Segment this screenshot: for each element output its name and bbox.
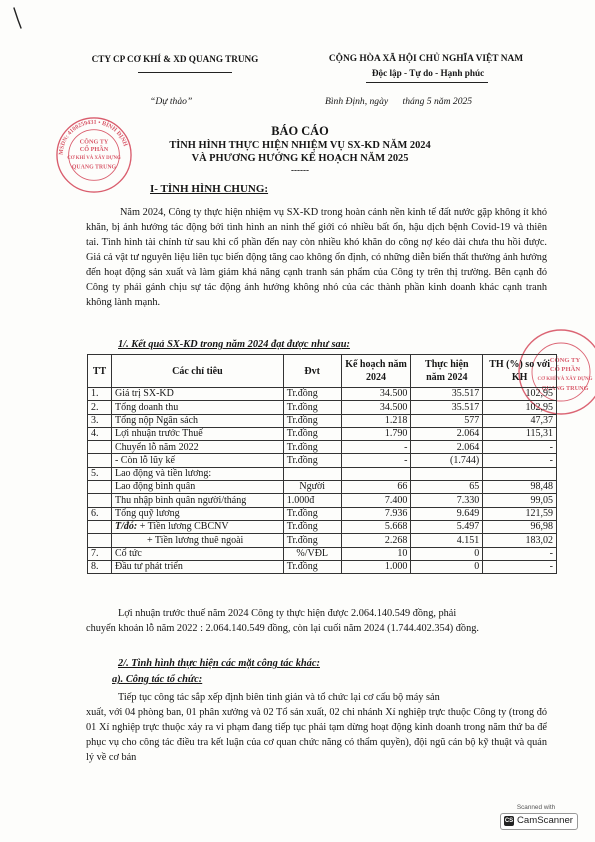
row-unit [283, 467, 341, 480]
row-pct: 98,48 [483, 481, 557, 494]
table-row [88, 494, 557, 507]
table-row [88, 560, 557, 573]
row-tt [88, 454, 112, 467]
svg-text:CÔNG TY: CÔNG TY [79, 138, 109, 146]
row-item: Lao động và tiền lương: [111, 467, 283, 480]
svg-text:CÔNG TY: CÔNG TY [549, 357, 581, 364]
table-row [88, 507, 557, 520]
row-plan: 34.500 [341, 401, 411, 414]
row-actual: 577 [411, 414, 483, 427]
row-unit: Tr.đồng [283, 520, 341, 533]
table-row [88, 414, 557, 427]
table-header-row [88, 355, 557, 388]
pen-stroke-mark [6, 4, 46, 49]
camscanner-name: CamScanner [517, 815, 573, 826]
row-actual: 4.151 [411, 534, 483, 547]
row-plan: - [341, 441, 411, 454]
row-item: - Còn lỗ lũy kế [111, 454, 283, 467]
row-pct: 47,37 [483, 414, 557, 427]
row-plan: 1.218 [341, 414, 411, 427]
subsection-heading-other: 2/. Tình hình thực hiện các mặt công tác khác: [118, 658, 320, 669]
results-table [87, 354, 557, 574]
scanned-with-label: Scanned with [516, 804, 556, 811]
row-item [111, 520, 283, 533]
row-item-prefix: T/đó: [114, 521, 138, 533]
row-item: Lao động bình quân [111, 481, 283, 494]
subsection-heading-organization: a). Công tác tổ chức: [112, 674, 203, 685]
table-row [88, 388, 557, 401]
row-tt [88, 534, 112, 547]
row-plan: 66 [341, 481, 411, 494]
col-header-pct: TH (%) so với KH [483, 355, 557, 388]
table-row [88, 401, 557, 414]
row-tt: 2. [88, 401, 112, 414]
col-header-unit: Đvt [283, 355, 341, 388]
row-item: Tổng nộp Ngân sách [111, 414, 283, 427]
company-seal-stamp [55, 116, 133, 194]
row-plan: 5.668 [341, 520, 411, 533]
row-item: Chuyển lỗ năm 2022 [111, 441, 283, 454]
row-actual: (1.744) [411, 454, 483, 467]
row-actual [411, 467, 483, 480]
table-row [88, 520, 557, 533]
col-header-actual: Thực hiện năm 2024 [411, 355, 483, 388]
profit-note-line1: Lợi nhuận trước thuế năm 2024 Công ty thực hiện được 2.064.140.549 đồng, phải [118, 608, 457, 619]
svg-text:CỔ PHẦN: CỔ PHẦN [549, 366, 581, 373]
row-unit: Tr.đồng [283, 401, 341, 414]
row-plan: 1.790 [341, 427, 411, 440]
col-header-plan: Kế hoạch năm 2024 [341, 355, 411, 388]
row-plan: 7.936 [341, 507, 411, 520]
row-item: Tổng doanh thu [111, 401, 283, 414]
row-item: Đầu tư phát triển [111, 560, 283, 573]
place-date: Bình Định, ngày tháng 5 năm 2025 [325, 96, 473, 107]
svg-text:CƠ KHÍ VÀ XÂY DỰNG: CƠ KHÍ VÀ XÂY DỰNG [67, 155, 121, 161]
camscanner-badge [488, 804, 584, 830]
row-tt: 6. [88, 507, 112, 520]
organization-para-rest: xuất, với 04 phòng ban, 01 phân xưởng và 02 Tổ sản xuất, 02 chi nhánh Xí nghiệp trực thuộc Công ty (trong đó 01 Xí nghiệp trực thuộc xảy ra vi phạm đang tiếp tục phải tạm dừng hoạt động kinh doanh trong năm thứ ba để phục vụ cho công tác điều tra kết luận của cơ quan chức năng có thẩm quyền), đội ngũ cán bộ kỹ thuật và quản lý về cơ bản [86, 707, 547, 763]
row-item: Cổ tức [111, 547, 283, 560]
table-row [88, 547, 557, 560]
camscanner-box [500, 813, 578, 830]
row-unit: Tr.đồng [283, 427, 341, 440]
camscanner-logo-icon: CS [504, 818, 514, 824]
draft-label: “Dự thảo” [150, 96, 193, 107]
row-tt: 8. [88, 560, 112, 573]
row-tt: 4. [88, 427, 112, 440]
row-item: Tổng quỹ lương [111, 507, 283, 520]
profit-note-rest: chuyển khoản lỗ năm 2022 : 2.064.140.549 đồng, còn lại cuối năm 2024 (1.744.402.354) đồng. [86, 623, 479, 634]
row-unit: Tr.đồng [283, 414, 341, 427]
organization-para-line1: Tiếp tục công tác sắp xếp định biên tinh giản và tổ chức lại cơ cấu bộ máy sản [118, 692, 440, 703]
row-item: Lợi nhuận trước Thuế [111, 427, 283, 440]
row-actual: 2.064 [411, 441, 483, 454]
row-item: Thu nhập bình quân người/tháng [111, 494, 283, 507]
row-plan: 2.268 [341, 534, 411, 547]
row-actual: 35.517 [411, 401, 483, 414]
col-header-item: Các chỉ tiêu [111, 355, 283, 388]
row-unit: Tr.đồng [283, 388, 341, 401]
row-plan: 10 [341, 547, 411, 560]
row-pct: 121,59 [483, 507, 557, 520]
row-pct: 115,31 [483, 427, 557, 440]
row-actual: 0 [411, 560, 483, 573]
row-unit: Người [283, 481, 341, 494]
row-pct: - [483, 560, 557, 573]
row-plan: - [341, 454, 411, 467]
row-pct: 102,95 [483, 401, 557, 414]
general-paragraph-text: Năm 2024, Công ty thực hiện nhiệm vụ SX-KD trong hoàn cảnh nền kinh tế đất nước gặp không ít khó khăn, bị ảnh hưởng tác động bởi tình hình an ninh thế giới có nhiều bất ổn, hậu dịch bệnh Covid-19 và thiên tai. Tình hình tài chính từ sau khi cổ phần đến nay còn nhiều khó khăn do công nợ kéo dài chưa thu hồi được. Giá cả vật tư nguyên liệu liên tục biến động tăng cao không ổn định, có những diễn biến thất thường ảnh hưởng đến hoạt động sản xuất và làm giảm khả năng cạnh tranh sản phẩm của Công ty trên thị trường. Bên cạnh đó Công ty phải gánh chịu sự tác động ảnh hưởng không nhỏ của các thành phần kinh doanh khác cạnh tranh không lành mạnh. [86, 207, 547, 308]
svg-text:CƠ KHÍ VÀ XÂY DỰNG: CƠ KHÍ VÀ XÂY DỰNG [537, 377, 593, 382]
row-actual: 9.649 [411, 507, 483, 520]
row-unit: Tr.đồng [283, 534, 341, 547]
subsection-heading-results: 1/. Kết quả SX-KD trong năm 2024 đạt được như sau: [118, 339, 350, 350]
row-tt [88, 481, 112, 494]
row-tt [88, 494, 112, 507]
row-actual: 5.497 [411, 520, 483, 533]
row-actual: 35.517 [411, 388, 483, 401]
table-row [88, 441, 557, 454]
row-pct: 96,98 [483, 520, 557, 533]
report-subtitle-line1: TÌNH HÌNH THỰC HIỆN NHIỆM VỤ SX-KD NĂM 2024 [169, 140, 431, 151]
svg-text:QUANG TRUNG: QUANG TRUNG [71, 164, 117, 171]
table-row [88, 427, 557, 440]
row-unit: Tr.đồng [283, 454, 341, 467]
row-tt: 7. [88, 547, 112, 560]
national-title: CỘNG HÒA XÃ HỘI CHỦ NGHĨA VIỆT NAM [328, 54, 524, 64]
section-heading-general: I- TÌNH HÌNH CHUNG: [150, 183, 269, 195]
row-tt [88, 520, 112, 533]
company-name: CTY CP CƠ KHÍ & XD QUANG TRUNG [91, 54, 259, 64]
row-actual: 7.330 [411, 494, 483, 507]
row-unit: 1.000đ [283, 494, 341, 507]
row-actual: 2.064 [411, 427, 483, 440]
row-plan [341, 467, 411, 480]
row-actual: 0 [411, 547, 483, 560]
national-motto: Độc lập - Tự do - Hạnh phúc [371, 68, 485, 78]
svg-text:CỔ PHẦN: CỔ PHẦN [79, 146, 109, 154]
row-unit: Tr.đồng [283, 507, 341, 520]
general-paragraph [86, 205, 547, 310]
row-unit: %/VĐL [283, 547, 341, 560]
row-unit: Tr.đồng [283, 560, 341, 573]
row-unit: Tr.đồng [283, 441, 341, 454]
row-tt: 3. [88, 414, 112, 427]
row-pct: 183,02 [483, 534, 557, 547]
row-item: + Tiền lương thuê ngoài [111, 534, 283, 547]
table-row [88, 454, 557, 467]
title-divider: ------ [291, 165, 309, 175]
report-title: BÁO CÁO [271, 124, 329, 138]
row-actual: 65 [411, 481, 483, 494]
row-plan: 7.400 [341, 494, 411, 507]
report-subtitle [100, 140, 500, 165]
row-tt: 5. [88, 467, 112, 480]
row-plan: 34.500 [341, 388, 411, 401]
motto-underline [366, 82, 488, 83]
row-pct: 99,05 [483, 494, 557, 507]
row-pct: - [483, 547, 557, 560]
company-underline [138, 72, 232, 73]
table-row [88, 481, 557, 494]
row-pct: - [483, 441, 557, 454]
row-pct: - [483, 454, 557, 467]
row-item: Giá trị SX-KD [111, 388, 283, 401]
row-pct: 102,95 [483, 388, 557, 401]
col-header-tt: TT [88, 355, 112, 388]
row-item-text: + Tiền lương CBCNV [137, 521, 229, 533]
svg-text:MSDN: 4100259431 • BÌNH ĐỊNH: MSDN: 4100259431 • BÌNH ĐỊNH [58, 119, 128, 156]
row-plan: 1.000 [341, 560, 411, 573]
row-tt: 1. [88, 388, 112, 401]
report-subtitle-line2: VÀ PHƯƠNG HƯỚNG KẾ HOẠCH NĂM 2025 [191, 152, 409, 164]
svg-text:QUANG TRUNG: QUANG TRUNG [541, 385, 589, 392]
row-pct [483, 467, 557, 480]
row-tt [88, 441, 112, 454]
table-row [88, 534, 557, 547]
table-row [88, 467, 557, 480]
